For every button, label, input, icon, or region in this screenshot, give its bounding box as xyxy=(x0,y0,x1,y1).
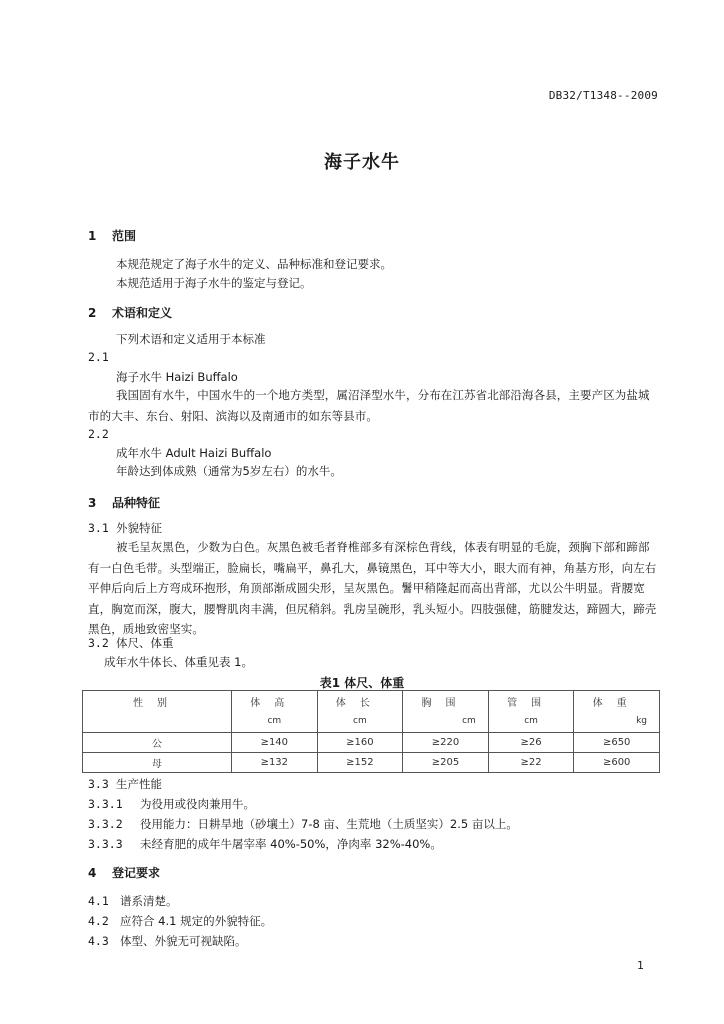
subsection-title: 生产性能 xyxy=(116,777,162,791)
cell: ≥140 xyxy=(232,733,318,753)
clause-number: 3.3.2 xyxy=(88,817,123,831)
section-number: 2 xyxy=(88,306,97,320)
clause-number: 3.3 xyxy=(88,777,109,791)
clause-number: 3.3.1 xyxy=(88,797,123,811)
page-title: 海子水牛 xyxy=(324,152,400,173)
cell: ≥650 xyxy=(574,733,660,753)
term-definition: 我国固有水牛，中国水牛的一个地方类型，属沼泽型水牛，分布在江苏省北部沿海各县，主要产区为盐城市的大丰、东台、射阳、滨海以及南通市的如东等县市。 xyxy=(88,388,650,423)
cell: 母 xyxy=(83,753,232,773)
subsection-3-2-heading xyxy=(88,635,174,651)
cell: ≥132 xyxy=(232,753,318,773)
clause-number: 2.1 xyxy=(88,350,109,364)
list-item xyxy=(88,836,442,852)
table-caption: 表1 体尺、体重 xyxy=(319,676,405,690)
term-heading: 海子水牛 Haizi Buffalo xyxy=(116,370,238,384)
header-sex: 性别 xyxy=(83,691,232,733)
list-item xyxy=(88,913,272,929)
clause-number: 2.2 xyxy=(88,427,109,441)
table-header-row xyxy=(83,691,660,733)
clause-number: 4.1 xyxy=(88,894,109,908)
section-number: 3 xyxy=(88,496,97,510)
item-text: 应符合 4.1 规定的外貌特征。 xyxy=(120,914,273,928)
section-title: 术语和定义 xyxy=(112,306,173,320)
paragraph: 成年水牛体长、体重见表 1。 xyxy=(104,655,253,669)
header-height: 体高 cm xyxy=(232,691,318,733)
cell: ≥22 xyxy=(488,753,574,773)
section-1-heading xyxy=(88,227,136,244)
subsection-3-3-heading xyxy=(88,776,162,792)
item-text: 谱系清楚。 xyxy=(120,894,178,908)
item-text: 未经育肥的成年牛屠宰率 40%-50%，净肉率 32%-40%。 xyxy=(140,837,442,851)
cell: 公 xyxy=(83,733,232,753)
list-item xyxy=(88,816,518,832)
table-row xyxy=(83,733,660,753)
paragraph: 本规范规定了海子水牛的定义、品种标准和登记要求。 xyxy=(116,257,392,271)
section-3-heading xyxy=(88,494,160,511)
section-2-heading xyxy=(88,304,172,321)
cell: ≥220 xyxy=(403,733,489,753)
page-number: 1 xyxy=(637,959,644,972)
cell: ≥26 xyxy=(488,733,574,753)
subsection-3-1-heading xyxy=(88,520,162,536)
section-number: 4 xyxy=(88,866,97,880)
section-title: 登记要求 xyxy=(112,866,161,880)
appearance-description: 被毛呈灰黑色，少数为白色。灰黑色被毛者脊椎部多有深棕色背线，体表有明显的毛旋，颈胸下部和蹄部有一白色毛带。头型端正，脸扁长，嘴扁平，鼻孔大，鼻镜黑色，耳中等大小，眼大而有神，角基方形，向左右平伸后向后上方弯成环抱形，角顶部渐成圆尖形，呈灰黑色。鬐甲稍隆起而高出背部，尤以公牛明显。背腰宽直，胸宽而深，腹大，腰臀肌肉丰满，但尻稍斜。乳房呈碗形，乳头短小。四肢强健，筋腱发达，蹄圆大，蹄壳黑色，质地致密坚实。 xyxy=(88,540,657,637)
cell: ≥205 xyxy=(403,753,489,773)
body-measurement-table xyxy=(82,690,660,773)
cell: ≥152 xyxy=(317,753,403,773)
list-item xyxy=(88,796,255,812)
paragraph: 本规范适用于海子水牛的鉴定与登记。 xyxy=(116,276,312,290)
header-length: 体长 cm xyxy=(317,691,403,733)
term-heading: 成年水牛 Adult Haizi Buffalo xyxy=(116,446,272,460)
paragraph: 下列术语和定义适用于本标准 xyxy=(116,332,266,346)
clause-number: 3.3.3 xyxy=(88,837,123,851)
section-number: 1 xyxy=(88,229,97,243)
header-weight: 体重 kg xyxy=(574,691,660,733)
cell: ≥160 xyxy=(317,733,403,753)
clause-number: 4.3 xyxy=(88,934,109,948)
section-title: 品种特征 xyxy=(112,496,161,510)
standard-code: DB32/T1348--2009 xyxy=(548,89,658,102)
header-chest: 胸围 cm xyxy=(403,691,489,733)
section-4-heading xyxy=(88,864,160,881)
item-text: 体型、外貌无可视缺陷。 xyxy=(120,934,247,948)
clause-number: 4.2 xyxy=(88,914,109,928)
section-title: 范围 xyxy=(112,229,137,243)
clause-number: 3.2 xyxy=(88,636,109,650)
subsection-title: 外貌特征 xyxy=(116,521,162,535)
table-row xyxy=(83,753,660,773)
header-cannon: 管围 cm xyxy=(488,691,574,733)
item-text: 为役用或役肉兼用牛。 xyxy=(140,797,255,811)
item-text: 役用能力：日耕旱地（砂壤土）7-8 亩、生荒地（土质坚实）2.5 亩以上。 xyxy=(140,817,518,831)
cell: ≥600 xyxy=(574,753,660,773)
term-definition: 年龄达到体成熟（通常为5岁左右）的水牛。 xyxy=(116,464,342,478)
list-item xyxy=(88,893,178,909)
clause-number: 3.1 xyxy=(88,521,109,535)
list-item xyxy=(88,933,247,949)
subsection-title: 体尺、体重 xyxy=(116,636,174,650)
